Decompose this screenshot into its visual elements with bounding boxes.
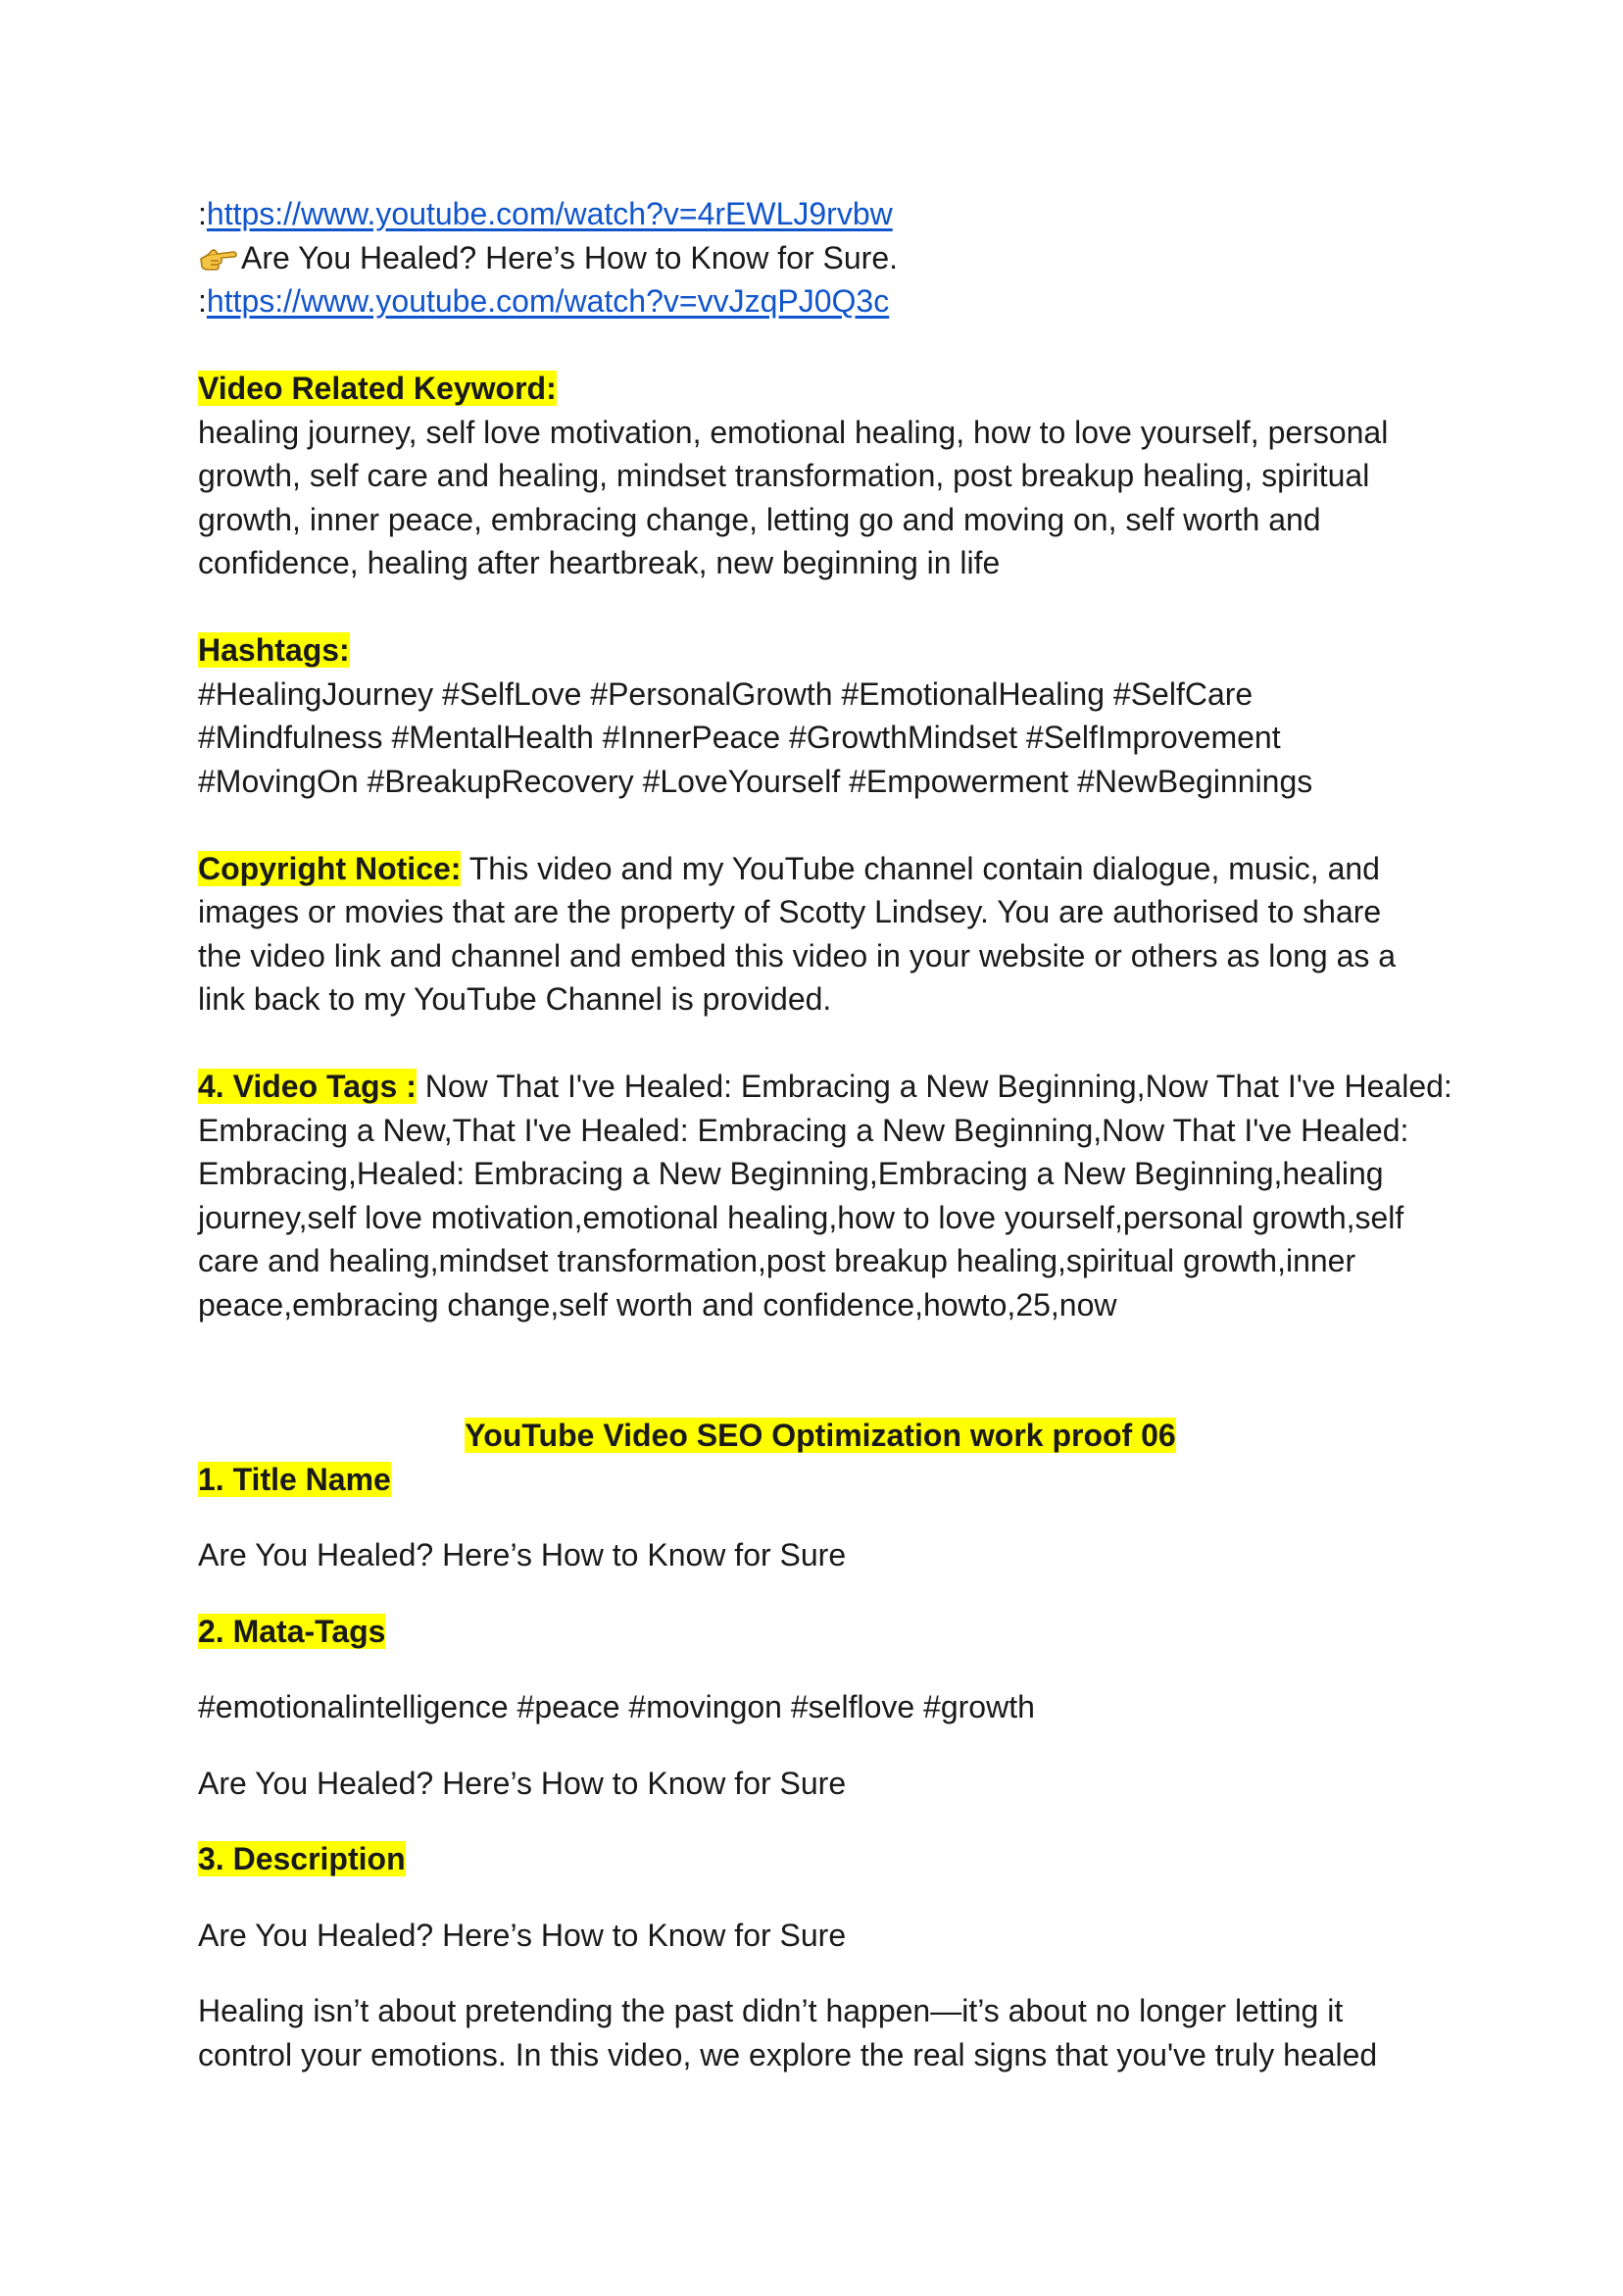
copyright-line: the video link and channel and embed this video in your website or others as long as a [198,937,1397,973]
keywords-line: healing journey, self love motivation, emotional healing, how to love yourself, personal [198,414,1389,450]
description-heading: 3. Description [198,1841,406,1876]
copyright-first-line: Copyright Notice: This video and my YouTube channel contain dialogue, music, and [198,850,1380,886]
proof-heading: YouTube Video SEO Optimization work proof 06 [465,1418,1176,1453]
backhand-index-pointing-right-icon [198,245,237,275]
keywords-line: growth, inner peace, embracing change, letting go and moving on, self worth and [198,501,1321,537]
copyright-line: images or movies that are the property of Scotty Lindsey. You are authorised to share [198,894,1382,929]
youtube-link-2[interactable]: https://www.youtube.com/watch?v=vvJzqPJ0Q3c [206,283,890,319]
copyright-label: Copyright Notice: [198,850,462,886]
description-line: control your emotions. In this video, we explore the real signs that you've truly healed [198,2036,1378,2072]
video-tags-first-line: 4. Video Tags : Now That I've Healed: Embracing a New Beginning,Now That I've Healed: [198,1069,1452,1104]
youtube-link-1[interactable]: https://www.youtube.com/watch?v=4rEWLJ9rvbw [206,196,893,231]
title-name-heading: 1. Title Name [198,1461,391,1497]
description-title: Are You Healed? Here’s How to Know for Sure [198,1917,847,1953]
hashtags-line: #HealingJourney #SelfLove #PersonalGrowth #EmotionalHealing #SelfCare [198,675,1254,712]
hashtags-line: #MovingOn #BreakupRecovery #LoveYourself #Empowerment #NewBeginnings [198,763,1313,799]
keywords-line: confidence, healing after heartbreak, new beginning in life [198,545,1001,580]
meta-title-value: Are You Healed? Here’s How to Know for Sure [198,1765,847,1801]
hashtags-heading: Hashtags: [198,632,350,668]
video-tags-line: Embracing,Healed: Embracing a New Beginning,Embracing a New Beginning,healing [198,1156,1384,1191]
video-tags-line: peace,embracing change,self worth and confidence,howto,25,now [198,1286,1117,1323]
video-tags-label: 4. Video Tags : [198,1069,417,1104]
title-name-value: Are You Healed? Here’s How to Know for Sure [198,1537,847,1572]
keywords-heading: Video Related Keyword: [198,371,557,406]
description-line: Healing isn’t about pretending the past didn’t happen—it’s about no longer letting it [198,1993,1344,2028]
video-tags-line: care and healing,mindset transformation,post breakup healing,spiritual growth,inner [198,1243,1356,1278]
document-page [198,192,1452,2076]
video-title-line: Are You Healed? Here’s How to Know for Sure. [198,236,1443,280]
link-line-1: :https://www.youtube.com/watch?v=4rEWLJ9rvbw [198,196,893,231]
meta-tags-heading: 2. Mata-Tags [198,1613,386,1649]
link-line-2: :https://www.youtube.com/watch?v=vvJzqPJ0Q3c [198,283,890,319]
hashtags-line: #Mindfulness #MentalHealth #InnerPeace #GrowthMindset #SelfImprovement [198,720,1281,755]
copyright-line: link back to my YouTube Channel is provided. [198,981,832,1017]
video-tags-line: journey,self love motivation,emotional healing,how to love yourself,personal growth,self [198,1199,1404,1235]
video-tags-line: Embracing a New,That I've Healed: Embracing a New Beginning,Now That I've Healed: [198,1112,1409,1148]
keywords-line: growth, self care and healing, mindset transformation, post breakup healing, spiritual [198,458,1370,493]
meta-tags-value: #emotionalintelligence #peace #movingon #selflove #growth [198,1689,1035,1724]
